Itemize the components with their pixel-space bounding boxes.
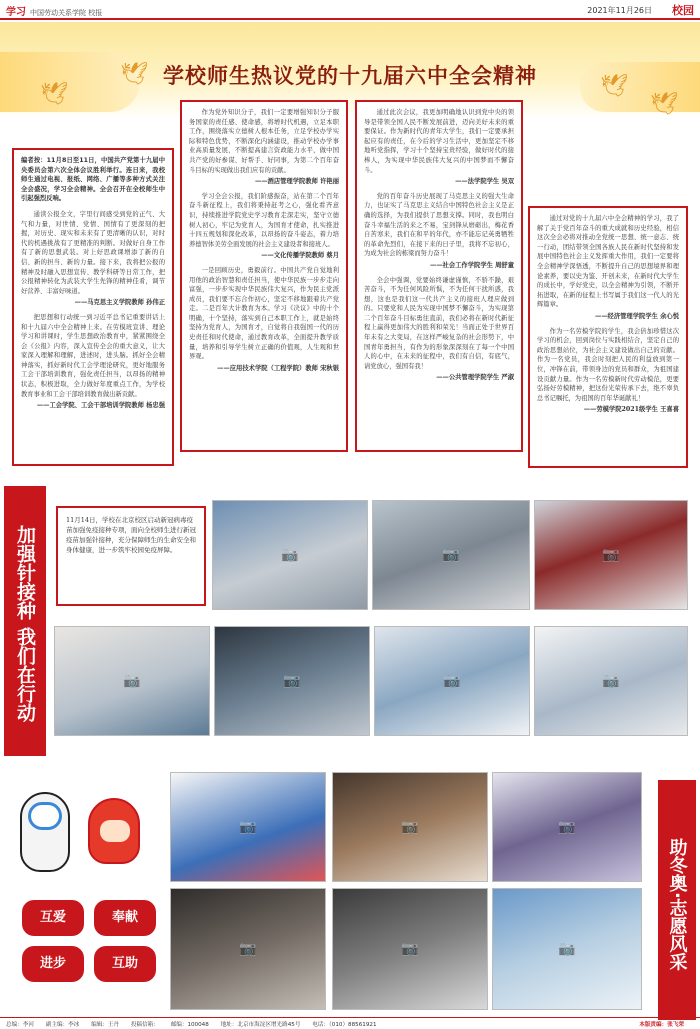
comment-text: 通过此次会议，我更加明确地认识到党中央的领导是带领全国人民不断发展前进，迈向美好未来的重要保证。作为新时代的青年大学生，我们一定要承担起应有的责任，在今后的学习生活中，更加坚定不移地听党指挥，学习十个坚持宝贵经验，做好时代的接棒人，为实现中华民族伟大复兴的中国梦而不懈奋斗。 [364, 109, 514, 174]
badge-mutual-help: 互助 [94, 946, 156, 982]
vaccine-photo [374, 626, 530, 736]
comment-text: 学习全会公报，我们阶感振奋，站在第二个百年奋斗新征程上，我们将秉持赶考之心，强化看齐意识，持续推进学院党史学习教育走深走实，坚守立德树人初心，牢记为党育人，为国育才使命，扎实推进十四五规划和深化改革，以昂扬的奋斗姿态，着力培养德智体美劳全面发展的社会主义建设者和接班人。 [189, 192, 339, 248]
badge-progress: 进步 [22, 946, 84, 982]
comment-text: 通过对党的十九届六中全会精神的学习，我了解了关于党百年奋斗的重大成就和历史经验，相信这次全会必将对推动全党统一思想、统一意志、统一行动，团结带领全国各族人民在新时代坚持和发展中国特色社会主义发挥重大作用，我们一定要将全会精神学深悟透，不断提升自己的思想境界和理论素养，要以史为鉴、开创未来，在新时代大学生的成长中，学好党史，以全会精神为引领，不断开拓进取，在新的征程上书写属于我们这一代人的光辉篇章。 [537, 215, 679, 309]
vaccine-section-title [4, 486, 46, 756]
camera-icon: 📷 [558, 819, 576, 835]
comment-text: 作为党外知识分子，我们一定要增强知识分子服务国家的责任感、使命感，将增时代机遇，立足本职工作，围绕落实立德树人根本任务，立足学校办学实际和特色优势，不断深化内涵建设，推动学校办学事业高质量发展，不断提高建言资政能力水平，做中国共产党的好参谋、好帮手、好同事，为第二个百年奋斗目标的实现做出我们应有的贡献。 [189, 109, 339, 174]
camera-icon: 📷 [442, 547, 460, 563]
dove-icon: 🕊 [120, 62, 148, 87]
article-column-2 [180, 100, 348, 452]
footer-deputy-editor: 副主编：李冰 [45, 1022, 80, 1028]
vaccine-photo [534, 500, 688, 610]
volunteer-photo [492, 772, 642, 882]
vaccine-photo [214, 626, 370, 736]
comment-author: ——酒店管理学院教师 许艳丽 [254, 178, 339, 186]
comment-text: 党的百年奋斗历史展现了马克思主义的强大生命力，也证实了马克思主义结合中国特色社会主义是正确的选择，为我们提供了思想支撑。同时，我也明白奋斗幸福生活的来之不易，宝剑锋从磨砺出，梅花香自苦寒来，我们在和平的年代，亦不能忘记英勇牺牲的革命先烈们，在接下来的日子里，我将不忘初心，为成为社会的栋梁而努力奋斗！ [364, 192, 514, 258]
comment-text: 一是回顾历史，勇毅前行。中国共产党自觉地利用他的政治智慧和责任担当，使中华民族一步步走向富强，一步步实现中华民族伟大复兴，作为民主党派成员，我们要不忘合作初心，坚定不移地跟着共产党走。二是百年大计教育为本。学习《决议》中的十个明确，十个坚持，落实到自己本职工作上，就是始终坚持为党育人，为国育才，自觉将自我强国一代的历史责任和时代使命，通过教育改革，全面提升教学质量，培养和引导学生树立正确的价值观，人生观和世界观。 [189, 266, 339, 361]
camera-icon: 📷 [281, 547, 299, 563]
volunteer-photo [332, 888, 488, 1010]
comment-author: ——公共管理学院学生 严淑 [436, 374, 514, 382]
comment-text: 把思想和行动统一到习近平总书记重要讲话上和十九届六中全会精神上来。在劳模班宣讲、理论学习和讲课时，学生思想政治教育中，紧紧围绕全会《公报》内容，深入宣传全会的重大意义，让大家深入理解和理解，进述时，进头脑。抓好全会精神落实，抓好新时代工会学理论研究，更好地服务工会干部培训教育，强化责任担当，以昂扬的精神状态，积极进取，全力做好年度重点工作，为学校教育事业和工会干部培训教育做出新贡献。 [21, 313, 165, 398]
camera-icon: 📷 [443, 673, 461, 689]
camera-icon: 📷 [239, 941, 257, 957]
brand-subtitle: 中国劳动关系学院 校报 [30, 9, 103, 17]
comment-author: ——文化传播学院教师 蔡月 [261, 252, 339, 260]
winter-olympics-section-title [658, 780, 696, 1020]
vaccine-title-text: 加强针接种 我们在行动 [14, 524, 36, 722]
volunteer-photo [170, 888, 326, 1010]
footer-bar [0, 1017, 700, 1029]
camera-icon: 📷 [239, 819, 257, 835]
badge-mutual-love: 互爱 [22, 900, 84, 936]
badge-dedication: 奉献 [94, 900, 156, 936]
camera-icon: 📷 [401, 819, 419, 835]
comment-author: ——劳模学院2021级学生 王喜喜 [583, 406, 679, 414]
comment-author: ——应用技术学院（工程学院）教师 宋秋银 [217, 364, 339, 372]
vaccine-notice: 11月14日，学校在北京校区启动新冠病毒疫苗加强免疫接种专项，面向全校师生进行新冠疫苗加强针接种，充分保障师生的生命安全和身体健康，进一步筑牢校园免疫屏障。 [56, 506, 206, 606]
comment-author: ——经济管理学院学生 余心悦 [594, 312, 679, 320]
comment-text: 通读公报全文，字里行间感受到党的正气、大气和力量，对世情、党情、国情有了更深刻的把握，对历史、现实和未来有了更清晰的认识，对时代的机遇挑战有了更精准的判断。对做好自身工作有了新的思想武装。对上好思政课增添了新的自信、新的担当、新的力量。接下来，我将把公报的精神及时融入思想宣传、教学科研等日常工作，把公报精神转化为武装大学生先锋的精神佳肴，调节好营养、丰富好味道。 [21, 210, 165, 295]
title-banner [0, 22, 700, 120]
footer-email: 投稿信箱： [130, 1022, 159, 1028]
comment-author: ——马克思主义学院教师 孙伟正 [74, 299, 165, 307]
dove-icon: 🕊 [650, 92, 678, 117]
vaccine-photo [212, 500, 368, 610]
issue-date: 2021年11月26日 [587, 6, 652, 15]
footer-chief-editor: 总编：李河 [6, 1022, 34, 1028]
brand-name: 学习 [6, 7, 26, 18]
footer-editor: 编辑：王丹 [91, 1022, 120, 1028]
article-column-4 [528, 206, 688, 468]
camera-icon: 📷 [602, 547, 620, 563]
shuey-rhon-rhon-mascot [88, 798, 140, 864]
winter-title-text: 助冬奥·志愿风采 [666, 837, 688, 971]
dove-icon: 🕊 [40, 82, 68, 107]
vaccine-photo [534, 626, 688, 736]
comment-text: 作为一名劳模学院的学生，我会倍加珍惜这次学习的机会，回到岗位与实践相结合，坚定自己的政治思想站位，为社会主义建设做出自己的贡献。作为一名党员，我会时刻把人民的利益放到第一位，冲锋在前，带领身边的党员和群众，为祖国建设贡献力量。作为一名劳模新时代劳动模范，更要弘扬好劳模精神，把这份光荣传承下去，绝不辜负总书记嘱托，为祖国的百年华诞献礼！ [537, 327, 679, 402]
volunteer-photo [492, 888, 642, 1010]
camera-icon: 📷 [602, 673, 620, 689]
article-column-1 [12, 148, 174, 466]
footer-address: 地址：北京市海淀区增光路45号 [220, 1022, 301, 1028]
comment-text: 全会中强调，党要始终谦虚谨慎，不骄不躁，艰苦奋斗，不为任何风险所惧，不为任何干扰所惑，我想，这也是我们这一代共产主义的接班人理应做到的。只要党和人民为实现中国梦不懈奋斗，为实现第二个百年奋斗目标勇往直前，我们必将在新时代新征程上赢得更加伟大的胜利和荣光！当面正处于世界百年未有之大变局，在这样严峻复杂的社会形势下，中国青年勇担当，有作为的形象深深刻在了每一个中国人的心中，在未来的征程中，我们有自信，有底气，请党放心，强国有我！ [364, 276, 514, 370]
bing-dwen-dwen-mascot [20, 792, 70, 872]
comment-author: ——社会工作学院学生 周舒童 [429, 261, 514, 269]
editor-note: 编者按：11月8日至11日，中国共产党第十九届中央委员会第六次全体会议胜利举行。连日来，我校师生通过电视、报纸、网络、广播等多种方式关注全会盛况，学习全会精神。全会召开在全校师生中引起强烈反响。 [21, 157, 165, 203]
footer-page-editor: 本版责编：张飞荣 [639, 1022, 684, 1028]
vaccine-photo [54, 626, 210, 736]
comment-author: ——法学院学生 吴双 [455, 178, 514, 186]
headline: 学校师生热议党的十九届六中全会精神 [163, 63, 537, 88]
section-name: 校园 [672, 4, 694, 17]
olympic-mascots [10, 788, 160, 888]
volunteer-photo [170, 772, 326, 882]
volunteer-photo [332, 772, 488, 882]
dove-icon: 🕊 [600, 74, 628, 99]
brand-logo [6, 3, 102, 18]
camera-icon: 📷 [401, 941, 419, 957]
footer-phone: 电话：（010）88561921 [312, 1022, 377, 1028]
comment-author: ——工会学院、工会干部培训学院教师 杨忠强 [36, 402, 165, 410]
footer-postcode: 邮编：100048 [170, 1022, 209, 1028]
camera-icon: 📷 [283, 673, 301, 689]
camera-icon: 📷 [558, 941, 576, 957]
camera-icon: 📷 [123, 673, 141, 689]
masthead [0, 0, 700, 20]
article-column-3 [355, 100, 523, 452]
vaccine-photo [372, 500, 530, 610]
